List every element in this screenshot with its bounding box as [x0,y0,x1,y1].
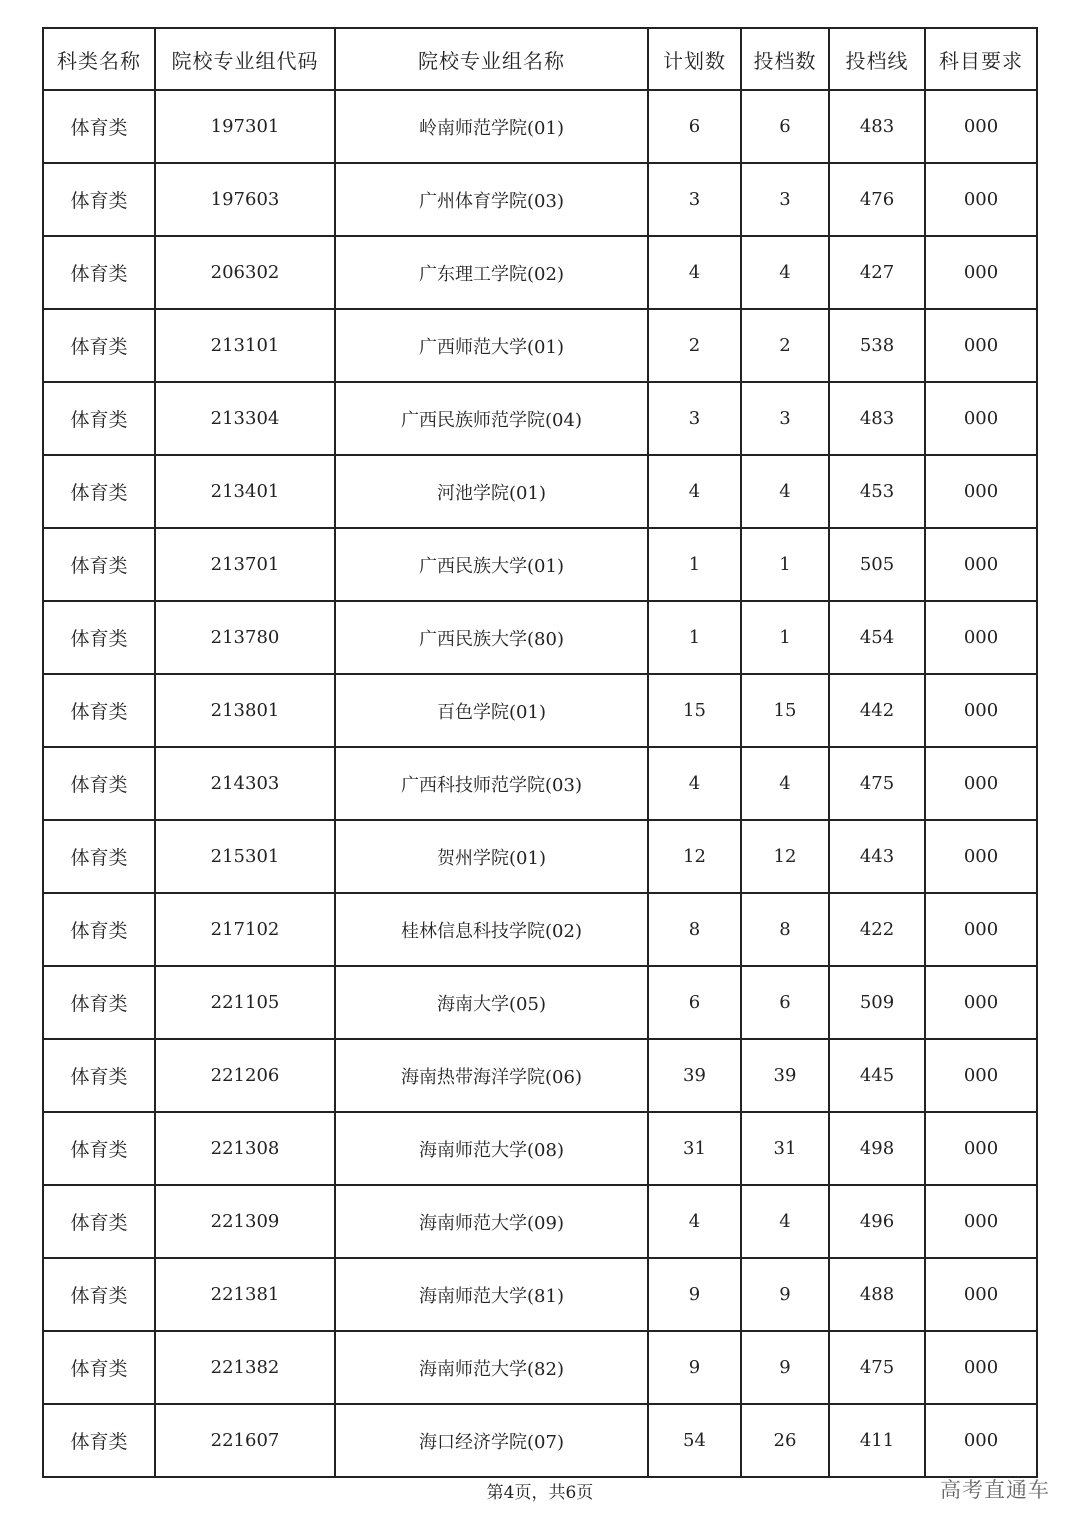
header-plan-count: 计划数 [648,28,741,90]
cell-group-name: 广东理工学院(02) [335,236,648,309]
cell-subject-requirement: 000 [925,1331,1037,1404]
cell-group-name: 广西民族师范学院(04) [335,382,648,455]
cell-group-name: 贺州学院(01) [335,820,648,893]
cell-group-code: 221309 [155,1185,335,1258]
table-row [43,747,1037,820]
cell-plan-count: 39 [648,1039,741,1112]
header-admitted-count: 投档数 [741,28,829,90]
cell-cutoff-score: 442 [829,674,925,747]
table-row [43,1112,1037,1185]
cell-admitted-count: 8 [741,893,829,966]
cell-group-name: 桂林信息科技学院(02) [335,893,648,966]
cell-category: 体育类 [43,1039,155,1112]
cell-plan-count: 4 [648,455,741,528]
cell-plan-count: 8 [648,893,741,966]
cell-plan-count: 9 [648,1331,741,1404]
cell-group-code: 214303 [155,747,335,820]
header-cutoff-score: 投档线 [829,28,925,90]
cell-group-name: 广西民族大学(01) [335,528,648,601]
cell-category: 体育类 [43,1112,155,1185]
cell-group-code: 217102 [155,893,335,966]
cell-category: 体育类 [43,1185,155,1258]
cell-subject-requirement: 000 [925,1258,1037,1331]
cell-category: 体育类 [43,528,155,601]
cell-category: 体育类 [43,90,155,163]
cell-cutoff-score: 498 [829,1112,925,1185]
cell-cutoff-score: 427 [829,236,925,309]
cell-plan-count: 3 [648,382,741,455]
cell-cutoff-score: 488 [829,1258,925,1331]
cell-subject-requirement: 000 [925,236,1037,309]
cell-plan-count: 9 [648,1258,741,1331]
cell-category: 体育类 [43,1258,155,1331]
cell-group-name: 河池学院(01) [335,455,648,528]
cell-group-code: 221382 [155,1331,335,1404]
cell-cutoff-score: 538 [829,309,925,382]
table-row [43,1331,1037,1404]
cell-group-name: 广州体育学院(03) [335,163,648,236]
cell-plan-count: 6 [648,966,741,1039]
cell-subject-requirement: 000 [925,455,1037,528]
cell-admitted-count: 15 [741,674,829,747]
cell-group-name: 广西民族大学(80) [335,601,648,674]
cell-category: 体育类 [43,747,155,820]
cell-cutoff-score: 476 [829,163,925,236]
header-subject-requirement: 科目要求 [925,28,1037,90]
cell-admitted-count: 9 [741,1331,829,1404]
cell-subject-requirement: 000 [925,90,1037,163]
cell-cutoff-score: 496 [829,1185,925,1258]
table-row [43,163,1037,236]
table-row [43,966,1037,1039]
cell-group-name: 岭南师范学院(01) [335,90,648,163]
header-category: 科类名称 [43,28,155,90]
cell-admitted-count: 4 [741,236,829,309]
cell-group-code: 213304 [155,382,335,455]
cell-admitted-count: 26 [741,1404,829,1477]
table-row [43,236,1037,309]
cell-plan-count: 12 [648,820,741,893]
table-row [43,1258,1037,1331]
cell-subject-requirement: 000 [925,674,1037,747]
cell-cutoff-score: 443 [829,820,925,893]
cell-group-code: 221206 [155,1039,335,1112]
cell-subject-requirement: 000 [925,820,1037,893]
cell-subject-requirement: 000 [925,1039,1037,1112]
table-row [43,382,1037,455]
cell-subject-requirement: 000 [925,747,1037,820]
cell-group-name: 广西科技师范学院(03) [335,747,648,820]
cell-category: 体育类 [43,1404,155,1477]
table-row [43,893,1037,966]
cell-plan-count: 15 [648,674,741,747]
cell-subject-requirement: 000 [925,966,1037,1039]
cell-admitted-count: 6 [741,966,829,1039]
cell-group-name: 百色学院(01) [335,674,648,747]
table-row [43,601,1037,674]
cell-plan-count: 1 [648,528,741,601]
cell-group-name: 海南师范大学(81) [335,1258,648,1331]
cell-admitted-count: 1 [741,601,829,674]
cell-category: 体育类 [43,163,155,236]
cell-admitted-count: 31 [741,1112,829,1185]
cell-cutoff-score: 483 [829,382,925,455]
cell-plan-count: 31 [648,1112,741,1185]
cell-admitted-count: 3 [741,163,829,236]
cell-group-name: 广西师范大学(01) [335,309,648,382]
cell-plan-count: 54 [648,1404,741,1477]
cell-cutoff-score: 475 [829,1331,925,1404]
cell-cutoff-score: 453 [829,455,925,528]
cell-subject-requirement: 000 [925,382,1037,455]
cell-category: 体育类 [43,309,155,382]
admission-score-table [42,27,1038,1478]
cell-cutoff-score: 509 [829,966,925,1039]
cell-category: 体育类 [43,1331,155,1404]
cell-group-name: 海南师范大学(08) [335,1112,648,1185]
cell-group-code: 221607 [155,1404,335,1477]
cell-subject-requirement: 000 [925,309,1037,382]
cell-category: 体育类 [43,674,155,747]
cell-admitted-count: 6 [741,90,829,163]
cell-subject-requirement: 000 [925,1404,1037,1477]
page-number: 第4页，共6页 [486,1483,594,1503]
table-row [43,1185,1037,1258]
table-row [43,528,1037,601]
cell-group-code: 197301 [155,90,335,163]
cell-plan-count: 2 [648,309,741,382]
cell-plan-count: 6 [648,90,741,163]
table-row [43,674,1037,747]
watermark-text: 高考直通车 [940,1478,1050,1502]
cell-group-name: 海口经济学院(07) [335,1404,648,1477]
cell-group-code: 221105 [155,966,335,1039]
header-group-code: 院校专业组代码 [155,28,335,90]
cell-group-code: 197603 [155,163,335,236]
cell-subject-requirement: 000 [925,893,1037,966]
cell-subject-requirement: 000 [925,1185,1037,1258]
cell-category: 体育类 [43,236,155,309]
cell-category: 体育类 [43,382,155,455]
table-row [43,1039,1037,1112]
cell-subject-requirement: 000 [925,1112,1037,1185]
cell-group-code: 215301 [155,820,335,893]
cell-subject-requirement: 000 [925,601,1037,674]
cell-category: 体育类 [43,966,155,1039]
cell-admitted-count: 1 [741,528,829,601]
cell-subject-requirement: 000 [925,163,1037,236]
cell-cutoff-score: 475 [829,747,925,820]
table-row [43,309,1037,382]
cell-group-code: 206302 [155,236,335,309]
cell-group-name: 海南热带海洋学院(06) [335,1039,648,1112]
cell-group-name: 海南师范大学(09) [335,1185,648,1258]
cell-plan-count: 1 [648,601,741,674]
cell-plan-count: 3 [648,163,741,236]
cell-category: 体育类 [43,601,155,674]
cell-group-name: 海南大学(05) [335,966,648,1039]
cell-plan-count: 4 [648,236,741,309]
cell-category: 体育类 [43,893,155,966]
cell-cutoff-score: 454 [829,601,925,674]
cell-admitted-count: 12 [741,820,829,893]
cell-admitted-count: 4 [741,1185,829,1258]
cell-plan-count: 4 [648,747,741,820]
table-row [43,820,1037,893]
cell-category: 体育类 [43,820,155,893]
cell-group-code: 213701 [155,528,335,601]
cell-cutoff-score: 505 [829,528,925,601]
cell-group-code: 221308 [155,1112,335,1185]
cell-cutoff-score: 483 [829,90,925,163]
cell-admitted-count: 39 [741,1039,829,1112]
table-header-row [43,28,1037,90]
cell-subject-requirement: 000 [925,528,1037,601]
cell-cutoff-score: 411 [829,1404,925,1477]
cell-cutoff-score: 422 [829,893,925,966]
cell-group-code: 221381 [155,1258,335,1331]
cell-category: 体育类 [43,455,155,528]
table-row [43,1404,1037,1477]
table-row [43,455,1037,528]
cell-group-code: 213780 [155,601,335,674]
cell-plan-count: 4 [648,1185,741,1258]
cell-admitted-count: 3 [741,382,829,455]
cell-group-code: 213101 [155,309,335,382]
cell-admitted-count: 4 [741,747,829,820]
cell-admitted-count: 9 [741,1258,829,1331]
header-group-name: 院校专业组名称 [335,28,648,90]
cell-admitted-count: 4 [741,455,829,528]
cell-admitted-count: 2 [741,309,829,382]
table-row [43,90,1037,163]
cell-group-name: 海南师范大学(82) [335,1331,648,1404]
cell-cutoff-score: 445 [829,1039,925,1112]
cell-group-code: 213801 [155,674,335,747]
table-body [43,90,1037,1477]
cell-group-code: 213401 [155,455,335,528]
